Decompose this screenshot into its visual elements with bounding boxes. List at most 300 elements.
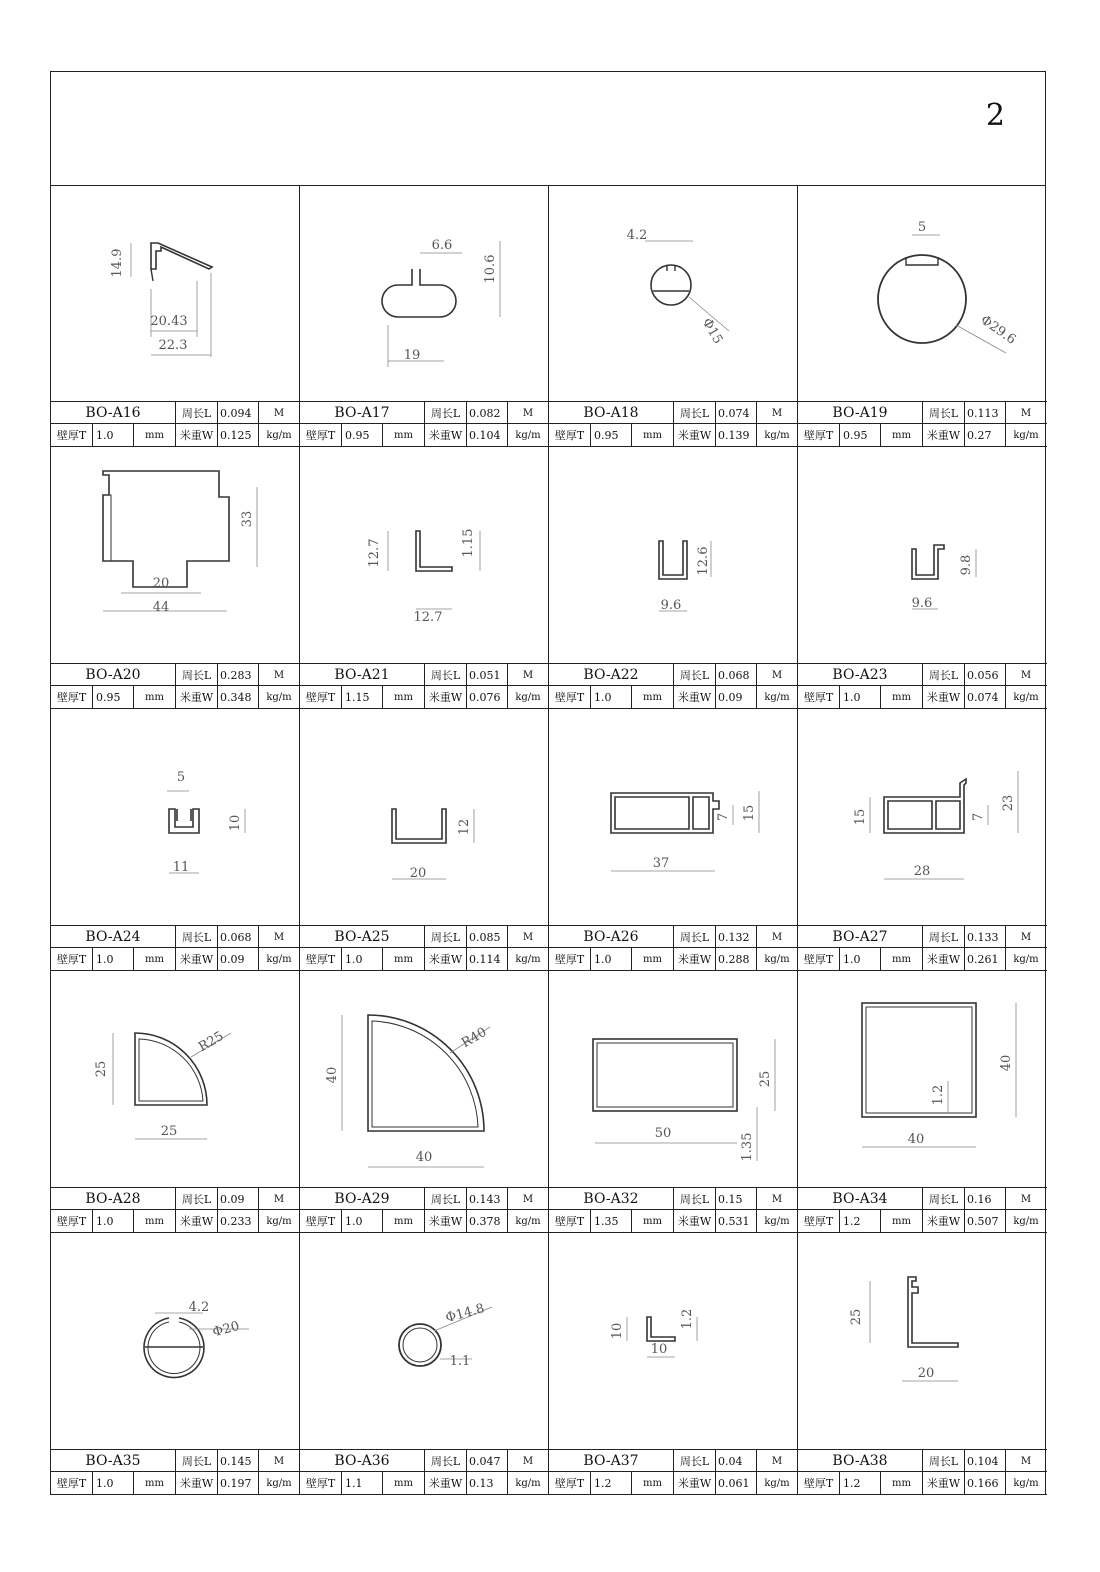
dimension-label: 22.3 <box>158 338 188 353</box>
perimeter-label: 周长L <box>425 926 467 948</box>
dimension-label: 25 <box>94 1060 109 1078</box>
thickness-unit: mm <box>383 948 425 970</box>
thickness-unit: mm <box>881 424 923 446</box>
spec-table <box>300 663 548 708</box>
perimeter-value: 0.143 <box>467 1188 508 1210</box>
weight-label: 米重W <box>923 1472 965 1494</box>
perimeter-label: 周长L <box>176 926 218 948</box>
weight-value: 0.507 <box>965 1210 1006 1232</box>
profile-card <box>51 447 300 709</box>
weight-value: 0.114 <box>467 948 508 970</box>
perimeter-value: 0.056 <box>965 664 1006 686</box>
thickness-value: 1.0 <box>840 948 881 970</box>
thickness-value: 1.0 <box>342 1210 383 1232</box>
weight-label: 米重W <box>425 1472 467 1494</box>
profile-drawing <box>549 971 797 1187</box>
profile-drawing <box>51 971 299 1187</box>
thickness-value: 1.0 <box>93 424 134 446</box>
spec-table <box>300 1187 548 1232</box>
dimension-label: 7 <box>971 812 986 822</box>
thickness-unit: mm <box>383 1472 425 1494</box>
dimension-label: 20 <box>152 576 170 591</box>
profile-drawing <box>300 185 548 401</box>
dimension-label: 4.2 <box>626 228 648 243</box>
weight-value: 0.531 <box>716 1210 757 1232</box>
weight-label: 米重W <box>674 424 716 446</box>
profile-code: BO-A18 <box>549 402 674 424</box>
dimension-label: 25 <box>758 1070 773 1088</box>
thickness-label: 壁厚T <box>549 686 591 708</box>
thickness-unit: mm <box>632 686 674 708</box>
thickness-label: 壁厚T <box>51 1472 93 1494</box>
dimension-label: 6.6 <box>431 238 453 253</box>
profile-code: BO-A25 <box>300 926 425 948</box>
profile-drawing <box>549 1233 797 1449</box>
perimeter-unit: M <box>771 1193 783 1205</box>
dimension-label: 37 <box>652 856 670 871</box>
profile-card <box>798 185 1047 447</box>
spec-table <box>51 401 299 446</box>
thickness-unit: mm <box>134 1210 176 1232</box>
perimeter-unit: M <box>522 1193 534 1205</box>
dimension-label: 23 <box>1001 794 1016 812</box>
profile-drawing <box>549 709 797 925</box>
profile-card <box>549 709 798 971</box>
thickness-unit: mm <box>632 948 674 970</box>
weight-unit: kg/m <box>764 1215 790 1227</box>
dimension-label: 44 <box>152 600 170 615</box>
profile-card <box>549 185 798 447</box>
thickness-value: 1.0 <box>93 1210 134 1232</box>
spec-table <box>549 925 797 970</box>
profile-card <box>798 709 1047 971</box>
profile-drawing <box>51 447 299 663</box>
dimension-label: Φ15 <box>698 315 726 347</box>
weight-label: 米重W <box>176 1472 218 1494</box>
profile-code: BO-A21 <box>300 664 425 686</box>
profile-card <box>549 447 798 709</box>
profile-drawing <box>798 185 1046 401</box>
dimension-label: 40 <box>999 1054 1014 1072</box>
spec-table <box>798 1449 1047 1494</box>
weight-value: 0.261 <box>965 948 1006 970</box>
profile-code: BO-A29 <box>300 1188 425 1210</box>
perimeter-label: 周长L <box>923 1450 965 1472</box>
perimeter-label: 周长L <box>176 1188 218 1210</box>
weight-unit: kg/m <box>266 691 292 703</box>
weight-unit: kg/m <box>764 1477 790 1489</box>
profile-card <box>300 1233 549 1495</box>
perimeter-value: 0.051 <box>467 664 508 686</box>
weight-unit: kg/m <box>1013 953 1039 965</box>
profile-card <box>51 1233 300 1495</box>
perimeter-value: 0.16 <box>965 1188 1006 1210</box>
perimeter-value: 0.074 <box>716 402 757 424</box>
dimension-label: 12.6 <box>696 546 711 576</box>
weight-unit: kg/m <box>515 953 541 965</box>
thickness-value: 1.0 <box>342 948 383 970</box>
spec-table <box>798 925 1047 970</box>
thickness-unit: mm <box>134 686 176 708</box>
spec-table <box>549 401 797 446</box>
weight-unit: kg/m <box>1013 691 1039 703</box>
perimeter-label: 周长L <box>425 1450 467 1472</box>
weight-label: 米重W <box>923 424 965 446</box>
profile-card <box>300 971 549 1233</box>
profile-code: BO-A35 <box>51 1450 176 1472</box>
profile-card <box>51 185 300 447</box>
thickness-value: 0.95 <box>840 424 881 446</box>
profile-drawing <box>798 971 1046 1187</box>
profile-code: BO-A17 <box>300 402 425 424</box>
perimeter-unit: M <box>273 1193 285 1205</box>
perimeter-label: 周长L <box>674 664 716 686</box>
weight-value: 0.139 <box>716 424 757 446</box>
thickness-label: 壁厚T <box>300 686 342 708</box>
dimension-label: 15 <box>742 804 757 822</box>
dimension-label: 10 <box>650 1342 668 1357</box>
perimeter-label: 周长L <box>176 1450 218 1472</box>
weight-label: 米重W <box>425 424 467 446</box>
perimeter-label: 周长L <box>176 402 218 424</box>
dimension-label: 1.15 <box>461 528 476 558</box>
thickness-unit: mm <box>383 1210 425 1232</box>
thickness-value: 1.0 <box>591 686 632 708</box>
thickness-unit: mm <box>881 1472 923 1494</box>
weight-value: 0.348 <box>218 686 259 708</box>
perimeter-unit: M <box>273 669 285 681</box>
perimeter-value: 0.047 <box>467 1450 508 1472</box>
profile-code: BO-A19 <box>798 402 923 424</box>
thickness-label: 壁厚T <box>51 948 93 970</box>
perimeter-label: 周长L <box>425 1188 467 1210</box>
dimension-label: 1.2 <box>680 1308 695 1330</box>
dimension-label: 12.7 <box>413 610 443 625</box>
thickness-label: 壁厚T <box>798 948 840 970</box>
perimeter-unit: M <box>522 931 534 943</box>
profile-card <box>51 971 300 1233</box>
dimension-label: 5 <box>176 770 186 785</box>
thickness-label: 壁厚T <box>300 948 342 970</box>
profile-drawing <box>300 447 548 663</box>
dimension-label: Φ14.8 <box>444 1301 487 1326</box>
weight-label: 米重W <box>923 948 965 970</box>
weight-label: 米重W <box>923 686 965 708</box>
dimension-label: 9.6 <box>660 598 682 613</box>
weight-value: 0.074 <box>965 686 1006 708</box>
spec-table <box>51 925 299 970</box>
dimension-label: 19 <box>403 348 421 363</box>
dimension-label: 4.2 <box>188 1300 210 1315</box>
weight-unit: kg/m <box>515 429 541 441</box>
weight-unit: kg/m <box>1013 1215 1039 1227</box>
weight-unit: kg/m <box>764 691 790 703</box>
profile-drawing <box>798 447 1046 663</box>
thickness-value: 1.2 <box>840 1472 881 1494</box>
profile-code: BO-A27 <box>798 926 923 948</box>
thickness-unit: mm <box>881 1210 923 1232</box>
perimeter-value: 0.104 <box>965 1450 1006 1472</box>
thickness-value: 1.35 <box>591 1210 632 1232</box>
thickness-label: 壁厚T <box>798 686 840 708</box>
dimension-label: 20 <box>917 1366 935 1381</box>
thickness-value: 1.0 <box>840 686 881 708</box>
perimeter-value: 0.082 <box>467 402 508 424</box>
weight-unit: kg/m <box>764 429 790 441</box>
profile-card <box>300 709 549 971</box>
thickness-value: 1.0 <box>93 1472 134 1494</box>
weight-unit: kg/m <box>515 1215 541 1227</box>
spec-table <box>51 1449 299 1494</box>
profile-card <box>549 1233 798 1495</box>
perimeter-value: 0.09 <box>218 1188 259 1210</box>
perimeter-unit: M <box>771 669 783 681</box>
perimeter-value: 0.068 <box>716 664 757 686</box>
perimeter-value: 0.113 <box>965 402 1006 424</box>
perimeter-value: 0.145 <box>218 1450 259 1472</box>
weight-unit: kg/m <box>515 691 541 703</box>
dimension-label: 20 <box>409 866 427 881</box>
weight-value: 0.288 <box>716 948 757 970</box>
dimension-label: 1.2 <box>931 1084 946 1106</box>
thickness-unit: mm <box>383 686 425 708</box>
perimeter-unit: M <box>522 407 534 419</box>
thickness-label: 壁厚T <box>300 1210 342 1232</box>
thickness-unit: mm <box>632 424 674 446</box>
thickness-unit: mm <box>632 1472 674 1494</box>
thickness-value: 0.95 <box>342 424 383 446</box>
dimension-label: Φ29.6 <box>977 312 1019 348</box>
spec-table <box>51 1187 299 1232</box>
weight-label: 米重W <box>425 948 467 970</box>
spec-table <box>798 663 1047 708</box>
perimeter-unit: M <box>1020 669 1032 681</box>
perimeter-unit: M <box>1020 1193 1032 1205</box>
perimeter-unit: M <box>1020 931 1032 943</box>
weight-label: 米重W <box>176 686 218 708</box>
thickness-unit: mm <box>881 686 923 708</box>
dimension-label: 40 <box>325 1066 340 1084</box>
weight-value: 0.378 <box>467 1210 508 1232</box>
thickness-unit: mm <box>383 424 425 446</box>
weight-label: 米重W <box>425 686 467 708</box>
thickness-value: 0.95 <box>591 424 632 446</box>
thickness-unit: mm <box>134 1472 176 1494</box>
thickness-label: 壁厚T <box>300 1472 342 1494</box>
weight-unit: kg/m <box>266 429 292 441</box>
profile-card <box>51 709 300 971</box>
weight-unit: kg/m <box>764 953 790 965</box>
perimeter-value: 0.133 <box>965 926 1006 948</box>
dimension-label: 11 <box>172 860 190 875</box>
perimeter-label: 周长L <box>923 664 965 686</box>
perimeter-unit: M <box>771 931 783 943</box>
weight-value: 0.166 <box>965 1472 1006 1494</box>
thickness-value: 1.15 <box>342 686 383 708</box>
profile-code: BO-A32 <box>549 1188 674 1210</box>
dimension-label: 12.7 <box>367 538 382 568</box>
profile-code: BO-A36 <box>300 1450 425 1472</box>
spec-table <box>549 1187 797 1232</box>
perimeter-label: 周长L <box>923 402 965 424</box>
dimension-label: 14.9 <box>110 248 125 278</box>
thickness-label: 壁厚T <box>549 948 591 970</box>
thickness-label: 壁厚T <box>549 1472 591 1494</box>
dimension-label: R40 <box>459 1024 490 1052</box>
weight-value: 0.076 <box>467 686 508 708</box>
weight-value: 0.197 <box>218 1472 259 1494</box>
weight-unit: kg/m <box>1013 429 1039 441</box>
spec-table <box>798 401 1047 446</box>
dimension-label: 1.1 <box>449 1354 471 1369</box>
profile-code: BO-A34 <box>798 1188 923 1210</box>
weight-value: 0.13 <box>467 1472 508 1494</box>
dimension-label: 40 <box>907 1132 925 1147</box>
profile-code: BO-A26 <box>549 926 674 948</box>
spec-table <box>300 1449 548 1494</box>
profile-card <box>798 447 1047 709</box>
weight-unit: kg/m <box>266 1477 292 1489</box>
profile-card <box>300 447 549 709</box>
thickness-value: 1.1 <box>342 1472 383 1494</box>
profile-card <box>549 971 798 1233</box>
perimeter-label: 周长L <box>923 1188 965 1210</box>
dimension-label: 25 <box>849 1308 864 1326</box>
profile-drawing <box>51 1233 299 1449</box>
profile-code: BO-A23 <box>798 664 923 686</box>
thickness-value: 1.0 <box>591 948 632 970</box>
weight-value: 0.233 <box>218 1210 259 1232</box>
weight-label: 米重W <box>674 1472 716 1494</box>
dimension-label: R25 <box>196 1028 227 1056</box>
perimeter-value: 0.132 <box>716 926 757 948</box>
perimeter-unit: M <box>522 1455 534 1467</box>
perimeter-label: 周长L <box>425 664 467 686</box>
profile-card <box>798 1233 1047 1495</box>
thickness-label: 壁厚T <box>51 424 93 446</box>
weight-value: 0.09 <box>716 686 757 708</box>
thickness-unit: mm <box>134 424 176 446</box>
dimension-label: 1.35 <box>740 1132 755 1162</box>
profile-drawing <box>300 971 548 1187</box>
thickness-label: 壁厚T <box>549 1210 591 1232</box>
spec-table <box>300 401 548 446</box>
profile-drawing <box>51 709 299 925</box>
spec-table <box>798 1187 1047 1232</box>
catalog-sheet <box>50 71 1046 1495</box>
weight-value: 0.09 <box>218 948 259 970</box>
profile-code: BO-A22 <box>549 664 674 686</box>
dimension-label: 10.6 <box>483 254 498 284</box>
thickness-unit: mm <box>881 948 923 970</box>
perimeter-label: 周长L <box>674 1450 716 1472</box>
thickness-label: 壁厚T <box>798 1472 840 1494</box>
profile-code: BO-A20 <box>51 664 176 686</box>
perimeter-value: 0.283 <box>218 664 259 686</box>
weight-label: 米重W <box>425 1210 467 1232</box>
weight-unit: kg/m <box>1013 1477 1039 1489</box>
sheet-header <box>51 72 1045 186</box>
weight-label: 米重W <box>176 424 218 446</box>
weight-label: 米重W <box>176 1210 218 1232</box>
perimeter-label: 周长L <box>176 664 218 686</box>
dimension-label: 20.43 <box>150 314 188 329</box>
thickness-label: 壁厚T <box>798 424 840 446</box>
thickness-label: 壁厚T <box>51 686 93 708</box>
profile-drawing <box>300 709 548 925</box>
perimeter-value: 0.04 <box>716 1450 757 1472</box>
weight-label: 米重W <box>923 1210 965 1232</box>
thickness-value: 1.2 <box>840 1210 881 1232</box>
profile-code: BO-A24 <box>51 926 176 948</box>
dimension-label: Φ20 <box>211 1318 242 1341</box>
profile-code: BO-A37 <box>549 1450 674 1472</box>
spec-table <box>51 663 299 708</box>
perimeter-label: 周长L <box>674 926 716 948</box>
profile-drawing <box>798 709 1046 925</box>
weight-value: 0.27 <box>965 424 1006 446</box>
profile-drawing <box>51 185 299 401</box>
profile-card <box>798 971 1047 1233</box>
perimeter-label: 周长L <box>923 926 965 948</box>
dimension-label: 50 <box>654 1126 672 1141</box>
perimeter-unit: M <box>273 931 285 943</box>
dimension-label: 28 <box>913 864 931 879</box>
weight-unit: kg/m <box>515 1477 541 1489</box>
thickness-label: 壁厚T <box>300 424 342 446</box>
weight-unit: kg/m <box>266 953 292 965</box>
perimeter-value: 0.068 <box>218 926 259 948</box>
weight-value: 0.125 <box>218 424 259 446</box>
weight-label: 米重W <box>674 948 716 970</box>
perimeter-label: 周长L <box>674 1188 716 1210</box>
thickness-unit: mm <box>632 1210 674 1232</box>
page-number: 2 <box>985 98 1005 133</box>
spec-table <box>300 925 548 970</box>
perimeter-unit: M <box>273 1455 285 1467</box>
perimeter-value: 0.094 <box>218 402 259 424</box>
dimension-label: 25 <box>160 1124 178 1139</box>
dimension-label: 9.8 <box>959 554 974 576</box>
thickness-value: 1.2 <box>591 1472 632 1494</box>
perimeter-value: 0.15 <box>716 1188 757 1210</box>
profile-drawing <box>798 1233 1046 1449</box>
profile-code: BO-A16 <box>51 402 176 424</box>
profile-drawing <box>549 447 797 663</box>
dimension-label: 7 <box>716 812 731 822</box>
dimension-label: 5 <box>917 220 927 235</box>
weight-label: 米重W <box>674 686 716 708</box>
perimeter-unit: M <box>771 1455 783 1467</box>
weight-label: 米重W <box>674 1210 716 1232</box>
spec-table <box>549 663 797 708</box>
weight-value: 0.104 <box>467 424 508 446</box>
profile-card <box>300 185 549 447</box>
perimeter-unit: M <box>771 407 783 419</box>
perimeter-unit: M <box>522 669 534 681</box>
profile-drawing <box>549 185 797 401</box>
perimeter-unit: M <box>273 407 285 419</box>
spec-table <box>549 1449 797 1494</box>
dimension-label: 33 <box>240 510 255 528</box>
thickness-label: 壁厚T <box>549 424 591 446</box>
dimension-label: 40 <box>415 1150 433 1165</box>
perimeter-label: 周长L <box>425 402 467 424</box>
weight-unit: kg/m <box>266 1215 292 1227</box>
thickness-unit: mm <box>134 948 176 970</box>
thickness-value: 0.95 <box>93 686 134 708</box>
dimension-label: 10 <box>228 814 243 832</box>
